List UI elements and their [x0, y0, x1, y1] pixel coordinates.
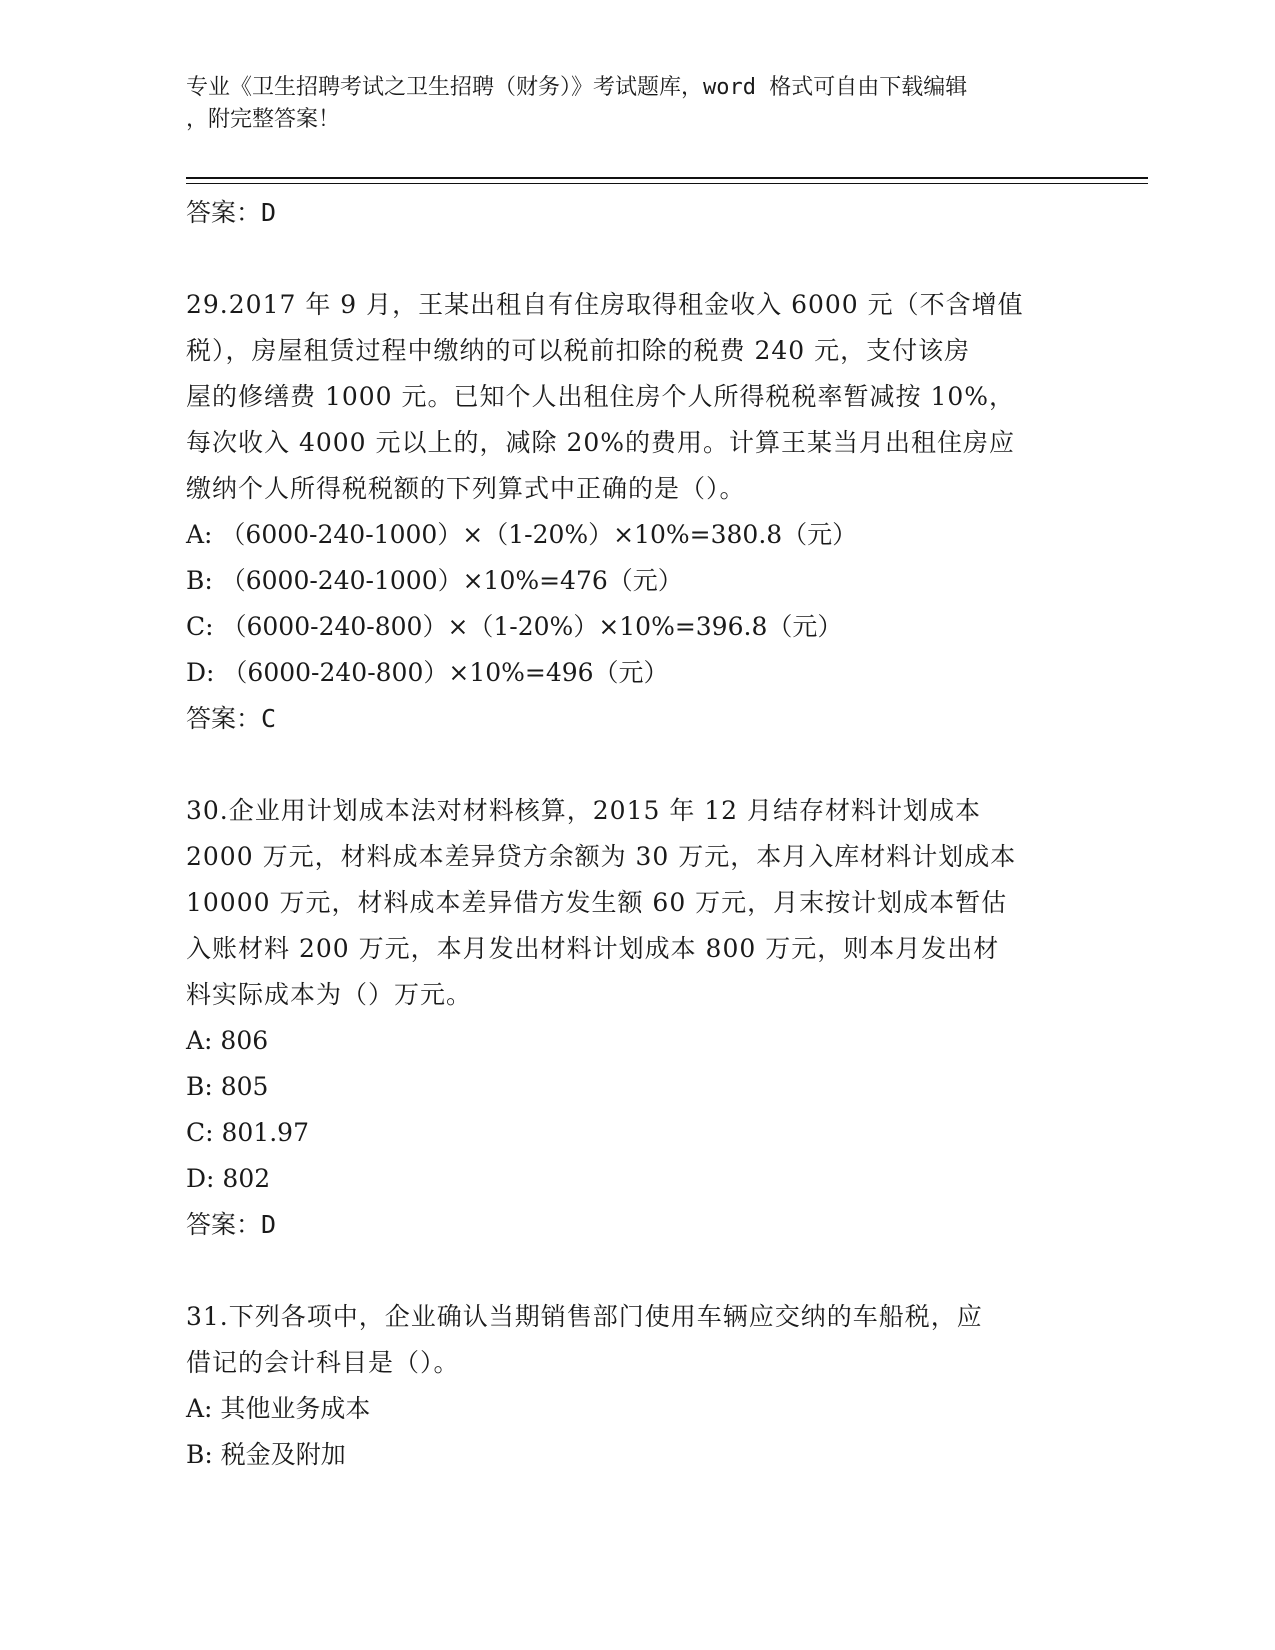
question-31: [186, 1294, 1086, 1478]
header-rule-thick: [186, 177, 1148, 179]
option-b: B: 805: [186, 1072, 269, 1101]
option-a: A: （6000-240-1000）×（1-20%）×10%=380.8（元）: [186, 520, 858, 549]
question-line: 入账材料 200 万元，本月发出材料计划成本 800 万元，则本月发出材: [186, 934, 1000, 963]
option-a: A: 其他业务成本: [186, 1394, 371, 1423]
option-b: B: 税金及附加: [186, 1440, 346, 1469]
option-a: A: 806: [186, 1026, 269, 1055]
question-line: 30.企业用计划成本法对材料核算，2015 年 12 月结存材料计划成本: [186, 796, 982, 825]
option-b: B: （6000-240-1000）×10%=476（元）: [186, 566, 683, 595]
spacer: [186, 236, 1086, 282]
question-line: 屋的修缮费 1000 元。已知个人出租住房个人所得税税率暂减按 10%，: [186, 382, 1016, 411]
answer-label: 答案：D: [186, 198, 277, 227]
header-rule-thin: [186, 183, 1148, 184]
question-29: [186, 282, 1086, 742]
question-30: [186, 788, 1086, 1248]
spacer: [186, 742, 1086, 788]
question-list: [186, 190, 1086, 1478]
option-d: D: （6000-240-800）×10%=496（元）: [186, 658, 669, 687]
option-c: C: 801.97: [186, 1118, 309, 1147]
question-line: 料实际成本为（）万元。: [186, 980, 473, 1009]
question-line: 10000 万元，材料成本差异借方发生额 60 万元，月末按计划成本暂估: [186, 888, 1008, 917]
question-line: 2000 万元，材料成本差异贷方余额为 30 万元，本月入库材料计划成本: [186, 842, 1017, 871]
answer-label: 答案：C: [186, 704, 277, 733]
question-line: 31.下列各项中，企业确认当期销售部门使用车辆应交纳的车船税，应: [186, 1302, 983, 1331]
answer-label: 答案：D: [186, 1210, 277, 1239]
question-line: 每次收入 4000 元以上的，减除 20%的费用。计算王某当月出租住房应: [186, 428, 1016, 457]
question-line: 税），房屋租赁过程中缴纳的可以税前扣除的税费 240 元，支付该房: [186, 336, 971, 365]
option-d: D: 802: [186, 1164, 271, 1193]
question-line: 29.2017 年 9 月，王某出租自有住房取得租金收入 6000 元（不含增值: [186, 290, 1024, 319]
header-line-2: ，附完整答案！: [186, 107, 341, 132]
header-line-1: 专业《卫生招聘考试之卫生招聘（财务）》考试题库，word 格式可自由下载编辑: [186, 75, 968, 100]
option-c: C: （6000-240-800）×（1-20%）×10%=396.8（元）: [186, 612, 843, 641]
question-line: 借记的会计科目是（）。: [186, 1348, 460, 1377]
page-header: [186, 72, 1086, 136]
spacer: [186, 1248, 1086, 1294]
question-line: 缴纳个人所得税税额的下列算式中正确的是（）。: [186, 474, 746, 503]
